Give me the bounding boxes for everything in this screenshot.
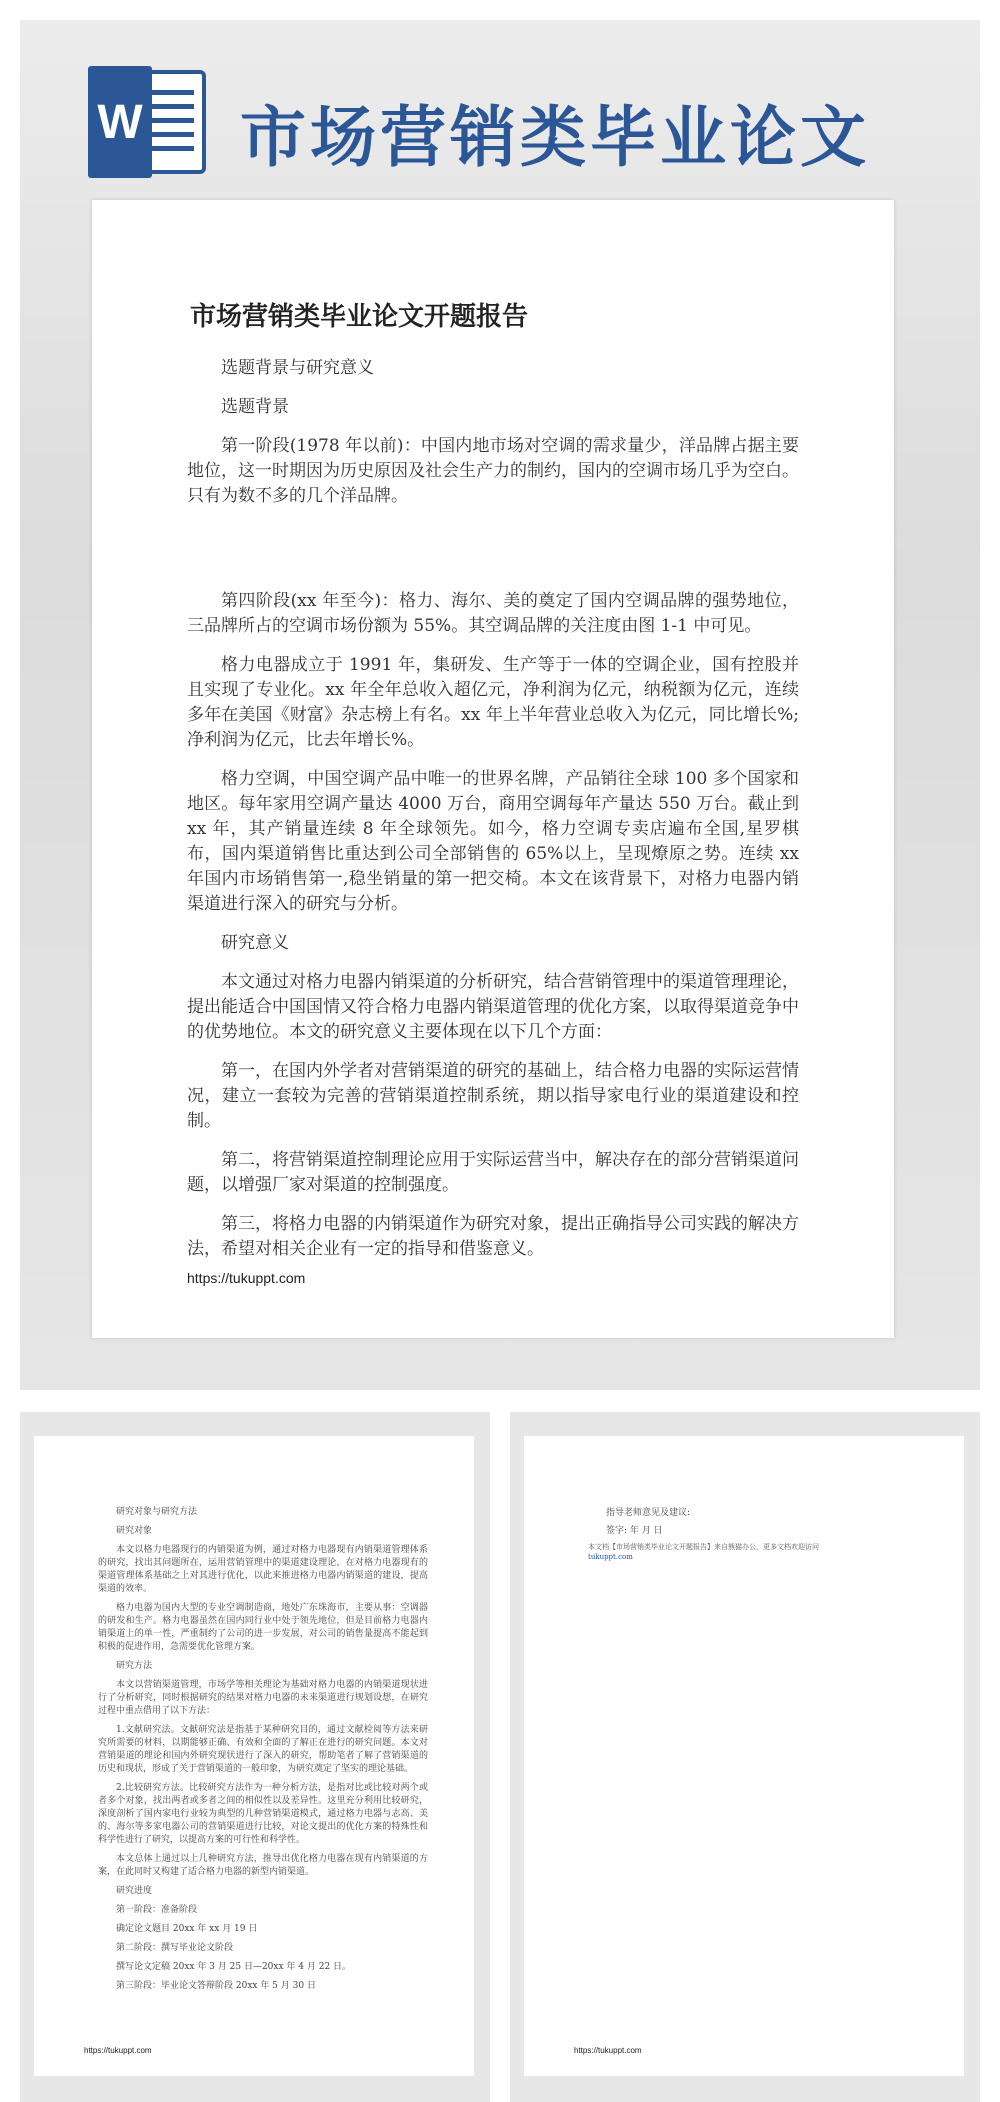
paragraph: 2.比较研究方法。比较研究方法作为一种分析方法，是指对比或比较对两个或者多个对象，找出两者或多者之间的相似性以及差异性。这里充分利用比较研究，深度剖析了国内家电行业较为典型的几种营销渠道模式，通过格力电器与志高、美的、海尔等多家电器公司的营销渠道进行比较，对论文提出的优化方案的特殊性和科学性进行了研究，以提高方案的可行性和科学性。: [98, 1783, 428, 1845]
paragraph: 1.文献研究法。文献研究法是指基于某种研究目的，通过文献检阅等方法来研究所需要的材料，以期能够正确、有效和全面的了解正在进行的研究问题。本文对营销渠道的理论和国内外研究现状进行了深入的研究，帮助笔者了解了营销渠道的历史和现状，形成了关于营销渠道的一般印象，为研究奠定了坚实的理论基础。: [98, 1725, 428, 1774]
page-2-thumbnail[interactable]: [34, 1436, 474, 2076]
page-3-thumbnail[interactable]: [524, 1436, 964, 2076]
paragraph: 第四阶段(xx 年至今)：格力、海尔、美的奠定了国内空调品牌的强势地位，三品牌所占的空调市场份额为 55%。其空调品牌的关注度由图 1-1 中可见。: [187, 591, 799, 636]
main-document-page: [92, 200, 894, 1338]
paragraph: 第一阶段(1978 年以前)：中国内地市场对空调的需求量少，洋品牌占据主要地位，这一时期因为历史原因及社会生产力的制约，国内的空调市场几乎为空白。只有为数不多的几个洋品牌。: [187, 436, 799, 506]
word-icon: [88, 66, 208, 178]
page-url[interactable]: https://tukuppt.com: [574, 2046, 642, 2055]
document-body: [187, 356, 799, 1276]
banner-title: 市场营销类毕业论文: [240, 99, 870, 176]
blank-space: [187, 523, 799, 589]
header-banner: [70, 40, 950, 180]
page-url[interactable]: https://tukuppt.com: [84, 2046, 152, 2055]
section-heading: 选题背景与研究意义: [221, 358, 374, 378]
paragraph: 本文以格力电器现行的内销渠道为例，通过对格力电器现有内销渠道管理体系的研究，找出其问题所在，运用营销管理中的渠道建设理论，在对格力电器现有的渠道管理体系基础之上对其进行优化，以此来推进格力电器内销渠道的建设，提高渠道的效率。: [98, 1545, 428, 1594]
schedule-item: 第二阶段：撰写毕业论文阶段: [116, 1943, 234, 1953]
section-heading: 研究方法: [116, 1661, 153, 1671]
paragraph: 第三，将格力电器的内销渠道作为研究对象，提出正确指导公司实践的解决方法，希望对相关企业有一定的指导和借鉴意义。: [187, 1214, 799, 1259]
section-heading: 研究进度: [116, 1886, 153, 1896]
paragraph: 第一，在国内外学者对营销渠道的研究的基础上，结合格力电器的实际运营情况，建立一套较为完善的营销渠道控制系统，期以指导家电行业的渠道建设和控制。: [187, 1061, 799, 1131]
schedule-item: 第三阶段：毕业论文答辩阶段 20xx 年 5 月 30 日: [116, 1981, 316, 1991]
page-2-body: [98, 1506, 428, 1999]
signature-line: 签字: 年 月 日: [606, 1526, 663, 1536]
schedule-item: 第一阶段：准备阶段: [116, 1905, 198, 1915]
word-icon-letter: W: [97, 96, 143, 149]
schedule-item: 确定论文题目 20xx 年 xx 月 19 日: [116, 1924, 258, 1934]
section-heading: 研究意义: [221, 933, 289, 953]
source-note: [588, 1542, 918, 1562]
page-3-body: [588, 1506, 918, 1562]
document-title: 市场营销类毕业论文开题报告: [190, 302, 529, 332]
paragraph: 本文以营销渠道管理，市场学等相关理论为基础对格力电器的内销渠道现状进行了分析研究，同时根据研究的结果对格力电器的未来渠道进行规划设想，在研究过程中重点借用了以下方法：: [98, 1680, 428, 1716]
left-preview-panel: [20, 1412, 490, 2102]
paragraph: 格力电器为国内大型的专业空调制造商，地处广东珠海市，主要从事：空调器的研发和生产。格力电器虽然在国内同行业中处于领先地位，但是目前格力电器内销渠道上的单一性，严重制约了公司的进一步发展，对公司的销售量提高不能起到积极的促进作用，急需要优化管理方案。: [98, 1603, 428, 1652]
paragraph: 第二，将营销渠道控制理论应用于实际运营当中，解决存在的部分营销渠道问题，以增强厂家对渠道的控制强度。: [187, 1150, 799, 1195]
section-heading: 选题背景: [221, 397, 289, 417]
source-note-text: 本文档【市场营销类毕业论文开题报告】来自熊猫办公，更多文档欢迎访问: [588, 1543, 819, 1551]
source-link[interactable]: tukuppt.com: [588, 1553, 633, 1561]
right-preview-panel: [510, 1412, 980, 2102]
paragraph: 格力空调，中国空调产品中唯一的世界名牌，产品销往全球 100 多个国家和地区。每年家用空调产量达 4000 万台，商用空调每年产量达 550 万台。截止到 xx 年，其产销量连续 8 年全球领先。如今，格力空调专卖店遍布全国,星罗棋布，国内渠道销售比重达到公司全部销售的 65%以上，呈现燎原之势。连续 xx 年国内市场销售第一,稳坐销量的第一把交椅。本文在该背景下，对格力电器内销渠道进行深入的研究与分析。: [187, 769, 799, 914]
page-url[interactable]: https://tukuppt.com: [187, 1270, 306, 1286]
paragraph: 格力电器成立于 1991 年，集研发、生产等于一体的空调企业，国有控股并且实现了专业化。xx 年全年总收入超亿元，净利润为亿元，纳税额为亿元，连续多年在美国《财富》杂志榜上有名。xx 年上半年营业总收入为亿元，同比增长%;净利润为亿元，比去年增长%。: [187, 655, 799, 750]
section-heading: 研究对象与研究方法: [116, 1507, 198, 1517]
paragraph: 本文总体上通过以上几种研究方法，推导出优化格力电器在现有内销渠道的方案，在此同时又构建了适合格力电器的新型内销渠道。: [98, 1854, 428, 1877]
section-heading: 指导老师意见及建议:: [606, 1508, 691, 1518]
paragraph: 本文通过对格力电器内销渠道的分析研究，结合营销管理中的渠道管理理论，提出能适合中国国情又符合格力电器内销渠道管理的优化方案，以取得渠道竞争中的优势地位。本文的研究意义主要体现在以下几个方面：: [187, 972, 799, 1042]
schedule-item: 撰写论文定稿 20xx 年 3 月 25 日—20xx 年 4 月 22 日。: [116, 1962, 352, 1972]
section-heading: 研究对象: [116, 1526, 153, 1536]
